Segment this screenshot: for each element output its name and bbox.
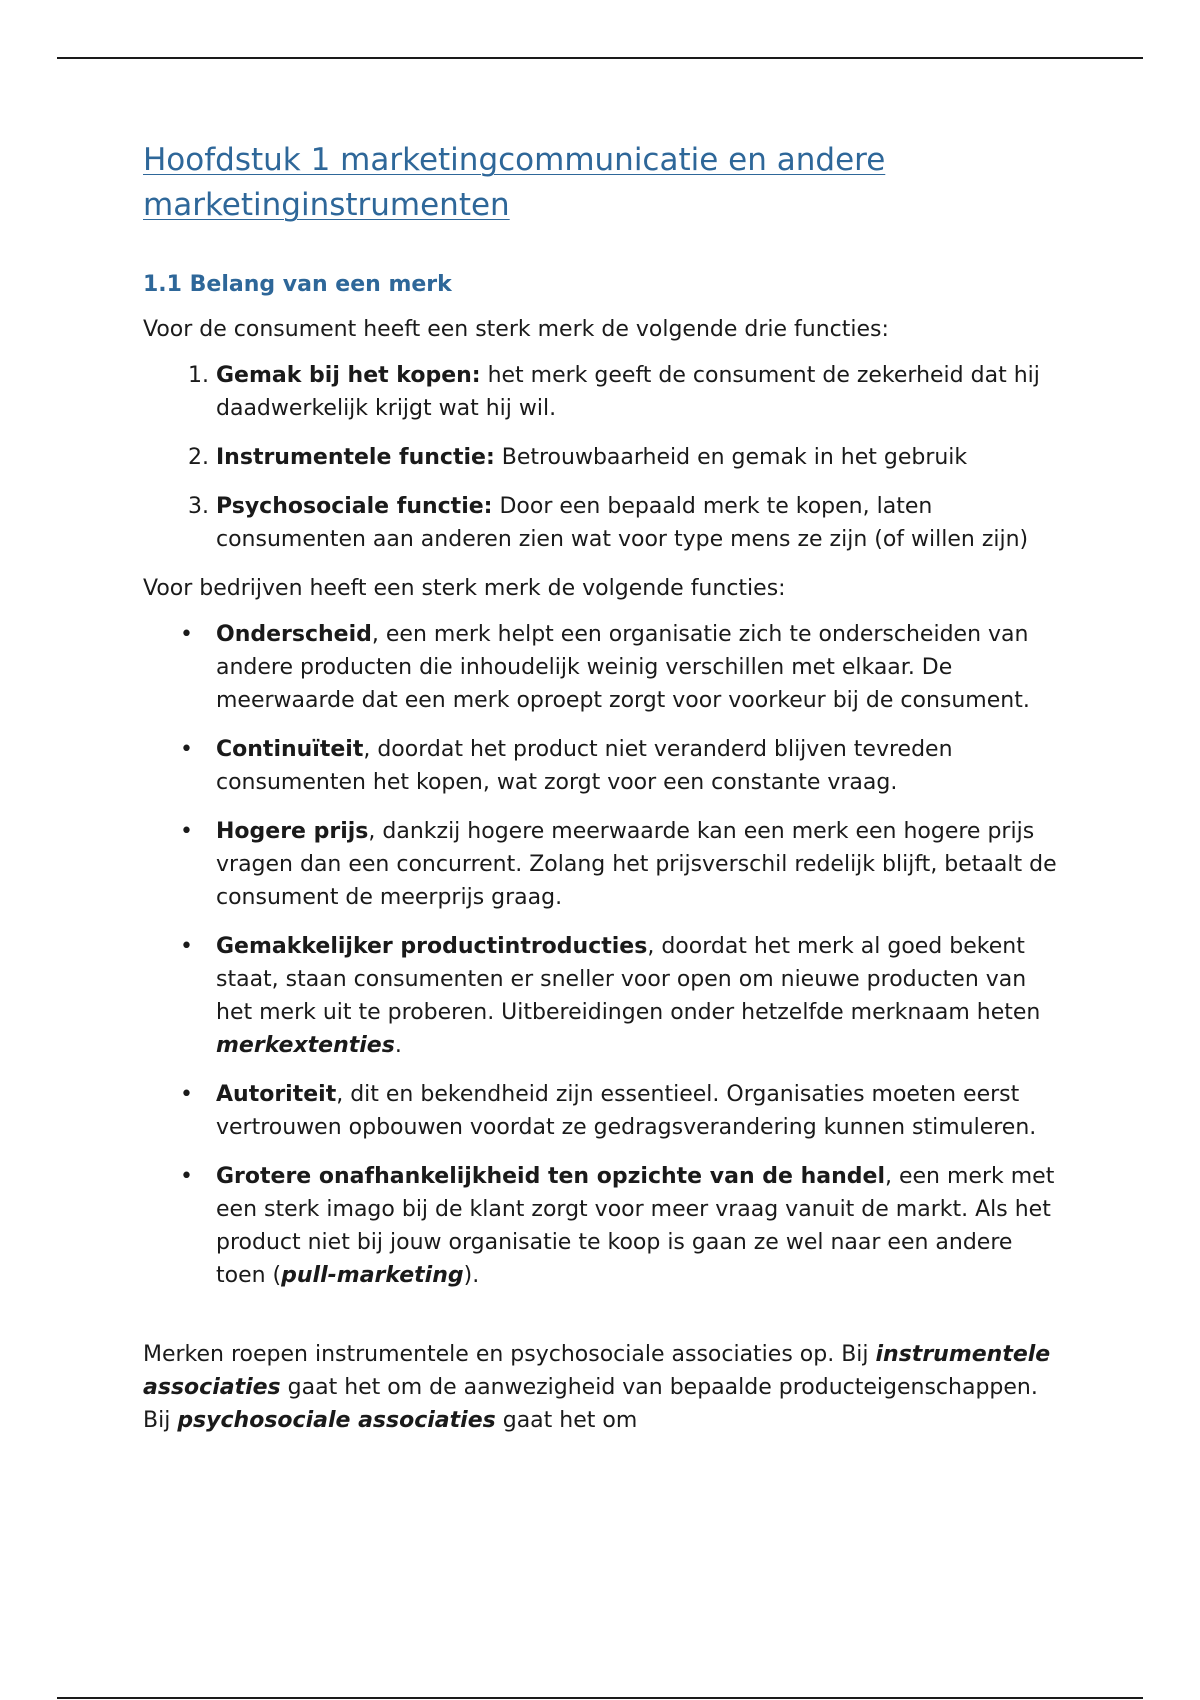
list-item: 1. Gemak bij het kopen: het merk geeft de consument de zekerheid dat hij daadwerkelijk krijgt wat hij wil. (216, 359, 1063, 425)
list-item: • Hogere prijs, dankzij hogere meerwaarde kan een merk een hogere prijs vragen dan een concurrent. Zolang het prijsverschil redelijk blijft, betaalt de consument de meerprijs graag. (216, 815, 1063, 914)
list-item: 3. Psychosociale functie: Door een bepaald merk te kopen, laten consumenten aan anderen zien wat voor type mens ze zijn (of willen zijn) (216, 490, 1063, 556)
chapter-title[interactable] (143, 138, 1063, 228)
associations-paragraph: Merken roepen instrumentele en psychosociale associaties op. Bij instrumentele associaties gaat het om de aanwezigheid van bepaalde producteigenschappen. Bij psychosociale associaties gaat het om (143, 1342, 1051, 1433)
business-intro: Voor bedrijven heeft een sterk merk de volgende functies: (143, 576, 786, 601)
list-item: • Autoriteit, dit en bekendheid zijn essentieel. Organisaties moeten eerst vertrouwen opbouwen voordat ze gedragsverandering kunnen stimuleren. (216, 1078, 1063, 1144)
list-item: • Grotere onafhankelijkheid ten opzichte van de handel, een merk met een sterk imago bij de klant zorgt voor meer vraag vanuit de markt. Als het product niet bij jouw organisatie te koop is gaan ze wel naar een andere toen (pull-marketing). (216, 1160, 1063, 1292)
list-item: • Continuïteit, doordat het product niet veranderd blijven tevreden consumenten het kopen, wat zorgt voor een constante vraag. (216, 733, 1063, 799)
document-page (143, 138, 1063, 1437)
list-item: • Gemakkelijker productintroducties, doordat het merk al goed bekent staat, staan consumenten er sneller voor open om nieuwe producten van het merk uit te proberen. Uitbereidingen onder hetzelfde merknaam heten merkextenties. (216, 930, 1063, 1062)
bottom-rule (57, 1697, 1143, 1699)
list-item: • Onderscheid, een merk helpt een organisatie zich te onderscheiden van andere producten die inhoudelijk weinig verschillen met elkaar. De meerwaarde dat een merk oproept zorgt voor voorkeur bij de consument. (216, 618, 1063, 717)
chapter-title-line1: Hoofdstuk 1 marketingcommunicatie en andere (143, 142, 886, 178)
consumer-intro: Voor de consument heeft een sterk merk de volgende drie functies: (143, 317, 889, 342)
chapter-title-line2: marketinginstrumenten (143, 187, 510, 223)
list-item: 2. Instrumentele functie: Betrouwbaarheid en gemak in het gebruik (216, 441, 1063, 474)
consumer-functions-list (143, 359, 1063, 556)
top-rule (57, 57, 1143, 59)
business-functions-list (143, 618, 1063, 1292)
section-heading: 1.1 Belang van een merk (143, 272, 452, 297)
